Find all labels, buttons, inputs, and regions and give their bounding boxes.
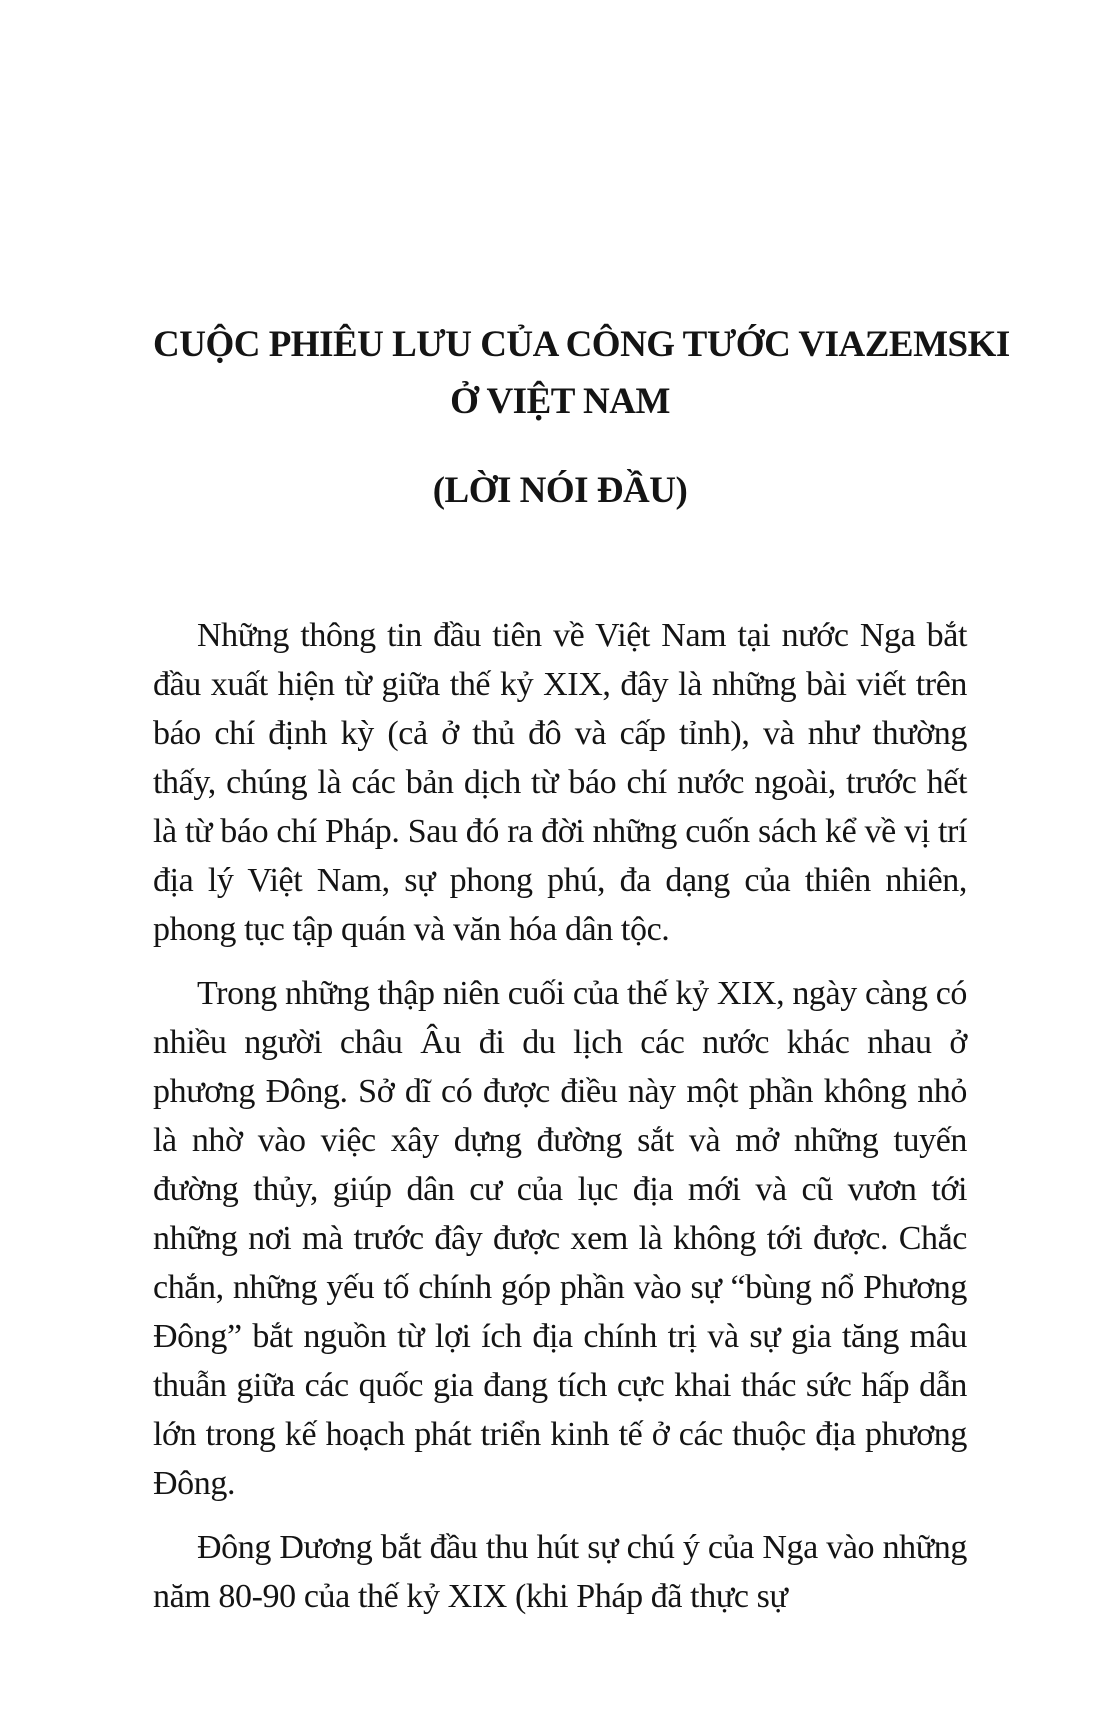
chapter-header xyxy=(153,0,1010,516)
paragraph-2: Trong những thập niên cuối của thế kỷ XIX, ngày càng có nhiều người châu Âu đi du lịch các nước khác nhau ở phương Đông. Sở dĩ có được điều này một phần không nhỏ là nhờ vào việc xây dựng đường sắt và mở những tuyến đường thủy, giúp dân cư của lục địa mới và cũ vươn tới những nơi mà trước đây được xem là không tới được. Chắc chắn, những yếu tố chính góp phần vào sự “bùng nổ Phương Đông” bắt nguồn từ lợi ích địa chính trị và sự gia tăng mâu thuẫn giữa các quốc gia đang tích cực khai thác sức hấp dẫn lớn trong kế hoạch phát triển kinh tế ở các thuộc địa phương Đông. xyxy=(153,975,967,1502)
chapter-title xyxy=(153,316,1010,430)
chapter-title-line-2: Ở VIỆT NAM xyxy=(450,381,670,422)
paragraph-1: Những thông tin đầu tiên về Việt Nam tại nước Nga bắt đầu xuất hiện từ giữa thế kỷ XIX, đây là những bài viết trên báo chí định kỳ (cả ở thủ đô và cấp tỉnh), và như thường thấy, chúng là các bản dịch từ báo chí nước ngoài, trước hết là từ báo chí Pháp. Sau đó ra đời những cuốn sách kể về vị trí địa lý Việt Nam, sự phong phú, đa dạng của thiên nhiên, phong tục tập quán và văn hóa dân tộc. xyxy=(153,617,967,948)
paragraph-3: Đông Dương bắt đầu thu hút sự chú ý của Nga vào những năm 80-90 của thế kỷ XIX (khi Pháp đã thực sự xyxy=(153,1529,967,1615)
body-text xyxy=(153,611,967,1621)
chapter-subtitle: (LỜI NÓI ĐẦU) xyxy=(432,470,688,511)
chapter-title-line-1: CUỘC PHIÊU LƯU CỦA CÔNG TƯỚC VIAZEMSKI xyxy=(153,324,1010,365)
